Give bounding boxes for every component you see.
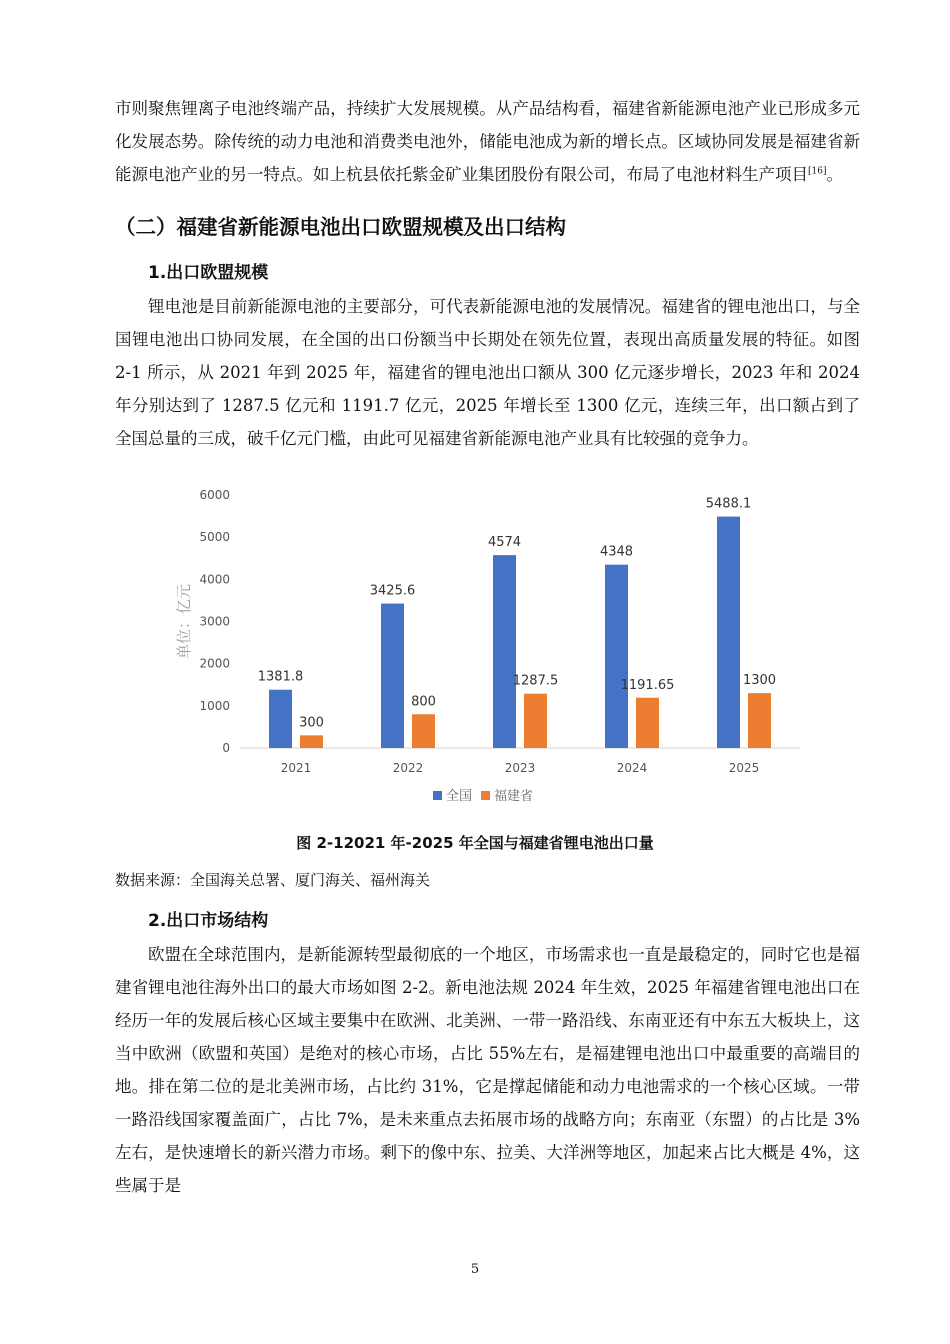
- figure-caption: 图 2-12021 年-2025 年全国与福建省锂电池出口量: [296, 834, 654, 852]
- x-tick-label: 2022: [392, 761, 424, 775]
- legend-label: 全国: [446, 789, 473, 804]
- data-label: 1381.8: [257, 669, 304, 685]
- section-heading: （二）福建省新能源电池出口欧盟规模及出口结构: [115, 215, 566, 239]
- data-label: 4348: [599, 544, 634, 560]
- x-tick-label: 2024: [616, 761, 648, 775]
- bar-chart-svg: [165, 480, 805, 820]
- intro-paragraph: 市则聚焦锂离子电池终端产品，持续扩大发展规模。从产品结构看，福建省新能源电池产业已形成多元化发展态势。除传统的动力电池和消费类电池外，储能电池成为新的增长点。区域协同发展是福建省新能源电池产业的另一特点。如上杭县依托紫金矿业集团股份有限公司，布局了电池材料生产项目[16]。: [115, 99, 860, 184]
- bar-fujian: [300, 735, 323, 748]
- data-label: 800: [411, 694, 436, 710]
- bar-fujian: [748, 693, 771, 748]
- x-tick-label: 2021: [280, 761, 312, 775]
- x-tick-label: 2023: [504, 761, 536, 775]
- page-number: 5: [470, 1262, 480, 1277]
- y-tick-label: 1000: [199, 698, 230, 713]
- y-axis-label: 单位：亿元: [175, 583, 193, 660]
- bar-national: [605, 565, 628, 748]
- legend-swatch: [433, 791, 442, 800]
- y-tick-label: 3000: [199, 614, 230, 629]
- legend-label: 福建省: [494, 789, 534, 804]
- bar-fujian: [412, 714, 435, 748]
- y-tick-label: 2000: [199, 656, 230, 671]
- data-label: 1300: [742, 673, 777, 689]
- bar-national: [493, 555, 516, 748]
- bar-national: [269, 690, 292, 748]
- data-label: 1191.65: [620, 677, 675, 693]
- y-tick-label: 4000: [199, 572, 230, 587]
- bar-national: [381, 604, 404, 748]
- bar-fujian: [524, 694, 547, 748]
- data-source: 数据来源：全国海关总署、厦门海关、福州海关: [115, 871, 431, 889]
- bar-chart: [165, 480, 805, 820]
- data-label: 4574: [487, 535, 522, 551]
- data-label: 1287.5: [512, 673, 559, 689]
- subsection-heading-2: 2.出口市场结构: [148, 911, 269, 931]
- scale-paragraph: 锂电池是目前新能源电池的主要部分，可代表新能源电池的发展情况。福建省的锂电池出口，与全国锂电池出口协同发展，在全国的出口份额当中长期处在领先位置，表现出高质量发展的特征。如图 2-1 所示，从 2021 年到 2025 年，福建省的锂电池出口额从 300 亿元逐步增长，2023 年和 2024 年分别达到了 1287.5 亿元和 1191.7 亿元，2025 年增长至 1300 亿元，连续三年，出口额占到了全国总量的三成，破千亿元门槛，由此可见福建省新能源电池产业具有比较强的竞争力。: [115, 297, 860, 448]
- legend-swatch: [481, 791, 490, 800]
- y-tick-label: 5000: [199, 530, 230, 545]
- bar-fujian: [636, 698, 659, 748]
- data-label: 300: [299, 715, 324, 731]
- market-paragraph: 欧盟在全球范围内，是新能源转型最彻底的一个地区，市场需求也一直是最稳定的，同时它也是福建省锂电池往海外出口的最大市场如图 2-2。新电池法规 2024 年生效，2025 年福建省锂电池出口在经历一年的发展后核心区域主要集中在欧洲、北美洲、一带一路沿线、东南亚还有中东五大板块上，这当中欧洲（欧盟和英国）是绝对的核心市场，占比 55%左右，是福建锂电池出口中最重要的高端目的地。排在第二位的是北美洲市场，占比约 31%，它是撑起储能和动力电池需求的一个核心区域。一带一路沿线国家覆盖面广，占比 7%，是未来重点去拓展市场的战略方向；东南亚（东盟）的占比是 3%左右，是快速增长的新兴潜力市场。剩下的像中东、拉美、大洋洲等地区，加起来占比大概是 4%，这些属于是: [115, 945, 860, 1195]
- data-label: 5488.1: [705, 496, 752, 512]
- y-tick-label: 6000: [199, 488, 230, 502]
- x-tick-label: 2025: [728, 761, 760, 775]
- subsection-heading-1: 1.出口欧盟规模: [148, 263, 269, 283]
- bar-national: [717, 517, 740, 748]
- y-tick-label: 0: [222, 741, 230, 755]
- data-label: 3425.6: [369, 583, 416, 599]
- citation-ref[interactable]: [16]: [808, 166, 827, 177]
